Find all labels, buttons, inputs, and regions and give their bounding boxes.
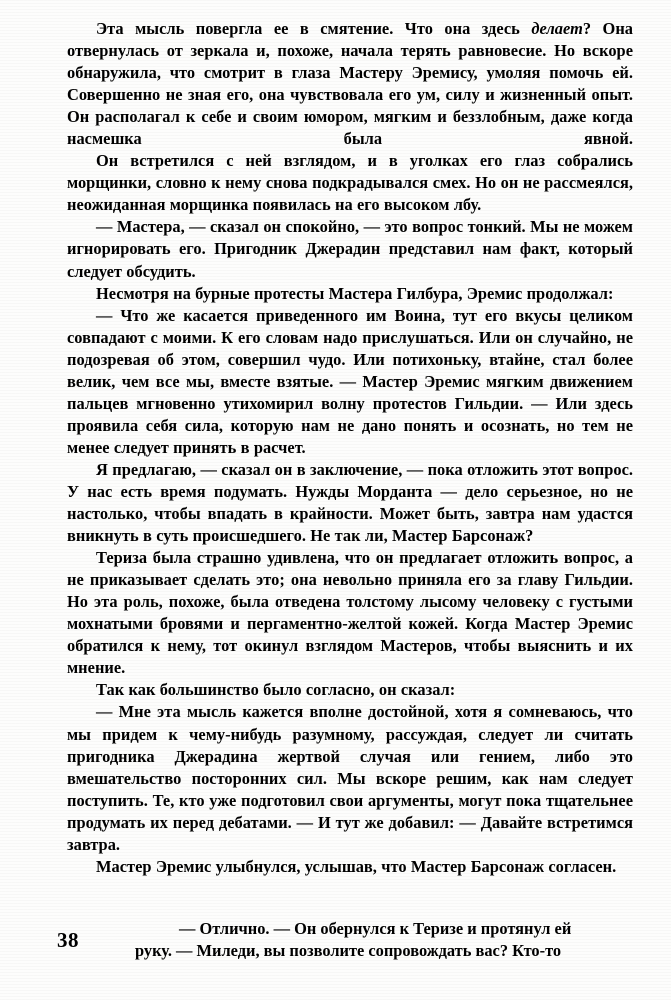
paragraph-lead-text: Эта мысль повергла ее в смятение. Что она здесь <box>96 19 532 38</box>
emphasized-word: делает <box>531 19 583 38</box>
body-text-column <box>67 18 633 878</box>
closing-line: руку. — Миледи, вы позволите сопровождать вас? Кто-то <box>135 941 562 961</box>
closing-line: — Отлично. — Он обернулся к Теризе и протянул ей <box>179 919 572 938</box>
paragraph: Так как большинство было согласно, он сказал: <box>96 680 456 700</box>
paragraph: — Мне эта мысль кажется вполне достойной, хотя я сомневаюсь, что мы придем к чему-нибудь разумному, рассуждая, следует ли считать пригодника Джерадина жертвой случая или гением, либо это вмешательство посторонних сил. Мы вскоре решим, как нам следует поступить. Те, кто уже подготовил свои аргументы, могут пока тщательнее продумать их перед дебатами. — И тут же добавил: — Давайте встретимся завтра. <box>67 702 633 854</box>
paragraph: — Что же касается приведенного им Воина, тут его вкусы целиком совпадают с моими. К его словам надо прислушаться. Или он случайно, не подозревая об этом, совершил чудо. Или потихоньку, втайне, стал более велик, чем все мы, вместе взятые. — Мастер Эремис мягким движением пальцев мгновенно утихомирил волну протестов Гильдии. — Или здесь проявила себя сила, которую нам не дано понять и осознать, но тем не менее следует принять в расчет. <box>67 305 633 457</box>
paragraph: Несмотря на бурные протесты Мастера Гилбура, Эремис продолжал: <box>96 283 614 303</box>
closing-lines-block <box>135 918 633 962</box>
page-number: 38 <box>57 928 79 952</box>
paragraph-trail-text: ? Она отвернулась от зеркала и, похоже, начала терять равновесие. Но вскоре обнаружила, что смотрит в глаза Мастеру Эремису, умоляя помочь ей. Совершенно не зная его, она чувствовала его ум, силу и жизненный опыт. Он располагал к себе и своим юмором, мягким и беззлобным, даже когда насмешка была явной. <box>67 19 634 149</box>
paragraph: Мастер Эремис улыбнулся, услышав, что Мастер Барсонаж согласен. <box>96 856 617 876</box>
paragraph: Я предлагаю, — сказал он в заключение, — пока отложить этот вопрос. У нас есть время подумать. Нужды Морданта — дело серьезное, но не настолько, чтобы впадать в крайности. Может быть, завтра нам удастся вникнуть в суть происшедшего. Не так ли, Мастер Барсонаж? <box>67 459 633 546</box>
paragraph: Териза была страшно удивлена, что он предлагает отложить вопрос, а не приказывает сделать это; она невольно приняла его за главу Гильдии. Но эта роль, похоже, была отведена толстому лысому человеку с густыми мохнатыми бровями и пергаментно-желтой кожей. Когда Мастер Эремис обратился к нему, тот окинул взглядом Мастеров, чтобы выяснить и их мнение. <box>67 548 633 678</box>
paragraph: — Мастера, — сказал он спокойно, — это вопрос тонкий. Мы не можем игнорировать его. Пригодник Джерадин представил нам факт, который следует обсудить. <box>67 217 633 281</box>
paragraph <box>67 18 633 150</box>
paragraph: Он встретился с ней взглядом, и в уголках его глаз собрались морщинки, словно к нему снова подкрадывался смех. Но он не рассмеялся, неожиданная морщинка появилась на его высоком лбу. <box>67 151 633 215</box>
